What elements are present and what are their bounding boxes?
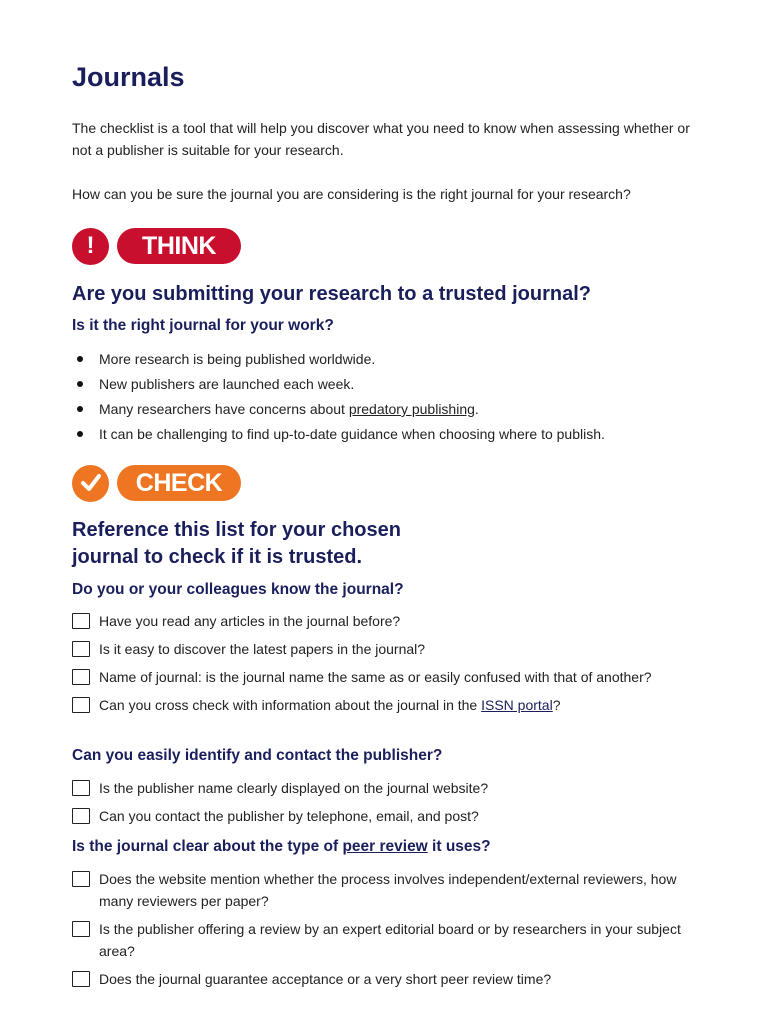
bullet-text: New publishers are launched each week.	[99, 376, 355, 392]
intro-question: How can you be sure the journal you are considering is the right journal for your research?	[72, 186, 631, 202]
checklist-item	[72, 610, 712, 632]
check-heading-line1: Reference this list for your chosen	[72, 519, 401, 541]
checklist-text: Can you contact the publisher by telephone, email, and post?	[99, 808, 479, 824]
bullet-text: More research is being published worldwide.	[99, 351, 376, 367]
checkbox[interactable]	[72, 808, 90, 824]
check-heading	[72, 517, 401, 571]
exclamation-icon	[72, 228, 109, 265]
list-item	[72, 397, 712, 422]
intro-paragraph: The checklist is a tool that will help you discover what you need to know when assessing whether or not a publisher is suitable for your research.	[72, 120, 690, 158]
predatory-publishing-link[interactable]: predatory publishing	[348, 401, 475, 417]
checklist-text: Does the website mention whether the process involves independent/external reviewers, how many reviewers per paper?	[99, 871, 677, 909]
checkbox[interactable]	[72, 971, 90, 987]
checklist-item	[72, 777, 712, 799]
checkbox[interactable]	[72, 641, 90, 657]
checklist-item	[72, 666, 712, 688]
peer-review-link[interactable]: peer review	[342, 838, 428, 855]
bullet-text: It can be challenging to find up-to-date guidance when choosing where to publish.	[99, 426, 605, 442]
checklist-peer-review	[72, 868, 712, 996]
group-heading-publisher: Can you easily identify and contact the publisher?	[72, 747, 443, 764]
checklist-text: Is the publisher offering a review by an expert editorial board or by researchers in your subject area?	[99, 921, 681, 959]
issn-portal-link[interactable]: ISSN portal	[481, 697, 553, 713]
checklist-item	[72, 868, 712, 912]
heading-text: Is the journal clear about the type of	[72, 838, 343, 855]
checklist-text: Can you cross check with information about the journal in the	[99, 697, 482, 713]
checkmark-svg	[80, 473, 102, 493]
page-title: Journals	[72, 62, 185, 92]
think-label: THINK	[117, 228, 241, 264]
bullet-icon	[77, 406, 83, 412]
checklist-item	[72, 805, 712, 827]
checkbox[interactable]	[72, 780, 90, 796]
checklist-item	[72, 694, 712, 716]
checklist-publisher	[72, 777, 712, 833]
check-heading-line2: journal to check if it is trusted.	[72, 546, 363, 568]
think-subheading: Is it the right journal for your work?	[72, 317, 334, 334]
group-heading-peer-review	[72, 836, 491, 858]
list-item	[72, 347, 712, 372]
list-item	[72, 372, 712, 397]
checkmark-icon	[72, 465, 109, 502]
checklist-text: Does the journal guarantee acceptance or a very short peer review time?	[99, 971, 552, 987]
bullet-icon	[77, 381, 83, 387]
exclamation-glyph: !	[86, 232, 95, 259]
group-heading-know-journal: Do you or your colleagues know the journal?	[72, 581, 404, 598]
checkbox[interactable]	[72, 613, 90, 629]
checkbox[interactable]	[72, 697, 90, 713]
bullet-icon	[77, 356, 83, 362]
checklist-text: Have you read any articles in the journal before?	[99, 613, 401, 629]
think-heading: Are you submitting your research to a trusted journal?	[72, 283, 591, 305]
checkbox[interactable]	[72, 871, 90, 887]
checklist-item	[72, 968, 712, 990]
checklist-text-suffix: ?	[552, 697, 561, 713]
checklist-item	[72, 918, 712, 962]
checklist-item	[72, 638, 712, 660]
bullet-icon	[77, 431, 83, 437]
checklist-text: Is it easy to discover the latest papers in the journal?	[99, 641, 426, 657]
checklist-know-journal	[72, 610, 712, 722]
list-item	[72, 422, 712, 447]
bullet-text-suffix: .	[474, 401, 479, 417]
checklist-text: Is the publisher name clearly displayed on the journal website?	[99, 780, 489, 796]
heading-text-suffix: it uses?	[427, 838, 491, 855]
checklist-text: Name of journal: is the journal name the same as or easily confused with that of another?	[99, 669, 652, 685]
check-label: CHECK	[117, 465, 241, 501]
checkbox[interactable]	[72, 921, 90, 937]
think-bullet-list	[72, 347, 712, 447]
checkbox[interactable]	[72, 669, 90, 685]
check-badge	[72, 465, 241, 501]
bullet-text: Many researchers have concerns about	[99, 401, 349, 417]
think-badge	[72, 228, 241, 264]
